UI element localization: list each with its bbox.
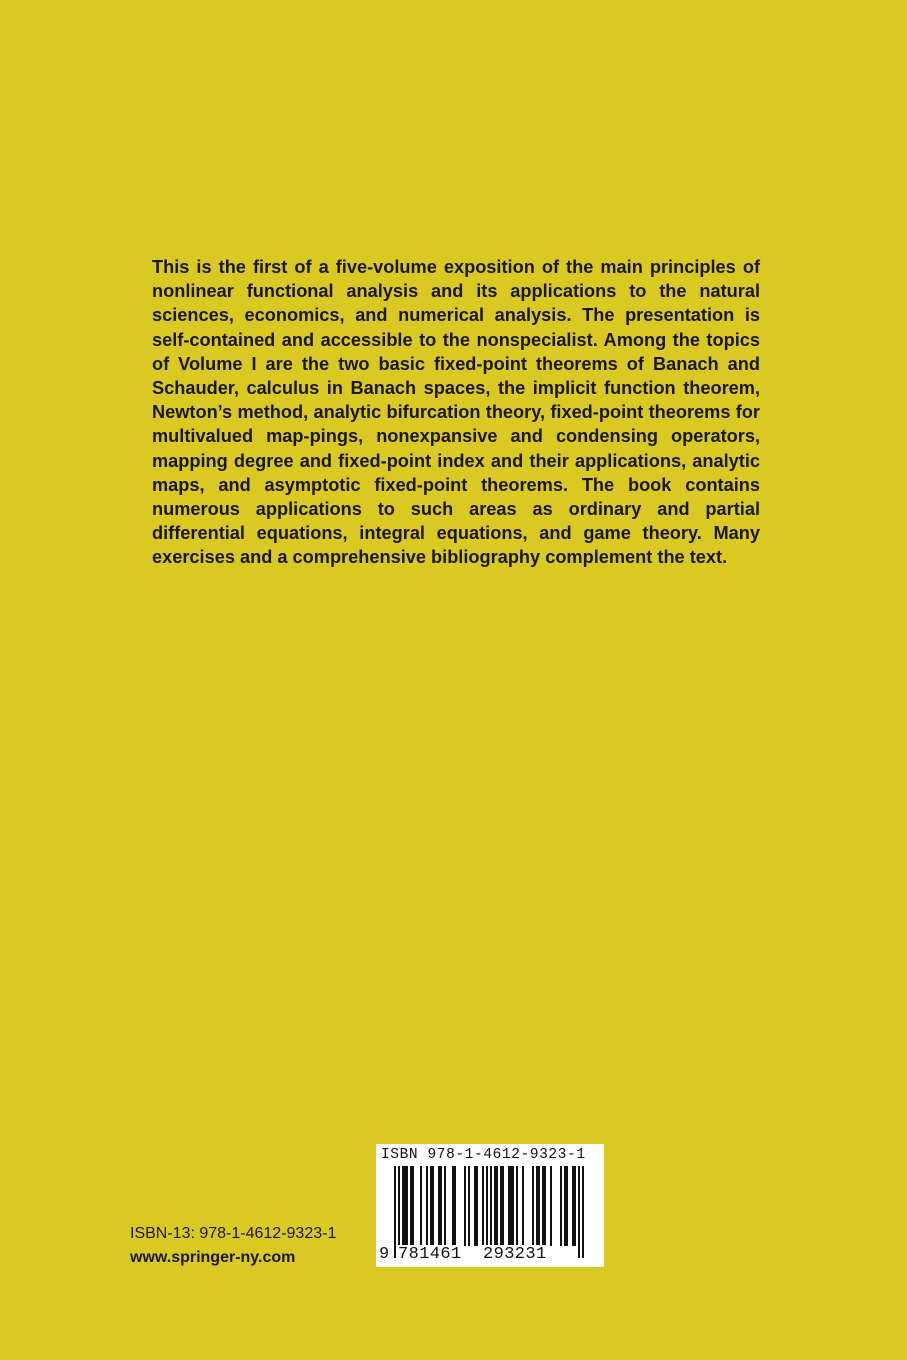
barcode-isbn-text: ISBN 978-1-4612-9323-1 (381, 1147, 586, 1163)
barcode-bar (438, 1166, 440, 1246)
barcode-bar (468, 1166, 470, 1246)
barcode-bar (406, 1166, 408, 1246)
barcode-bar (454, 1166, 456, 1246)
barcode-bar (564, 1166, 566, 1246)
barcode-bar (532, 1166, 534, 1246)
barcode-right-digits: 293231 (483, 1245, 547, 1264)
barcode-bar (410, 1166, 412, 1246)
barcode-left-digits: 781461 (398, 1245, 462, 1264)
barcode-bar (394, 1166, 396, 1258)
publisher-website: www.springer-ny.com (130, 1249, 296, 1266)
barcode-bar (500, 1166, 502, 1246)
barcode-bar (426, 1166, 428, 1246)
barcode-bar (508, 1166, 510, 1246)
barcode-bar (482, 1166, 484, 1246)
barcode-bar (522, 1166, 524, 1246)
barcode-bar (512, 1166, 514, 1246)
barcode-bar (560, 1166, 562, 1246)
barcode-bar (452, 1166, 454, 1246)
barcode-bar (404, 1166, 406, 1246)
barcode-bar (542, 1166, 544, 1246)
barcode-bar (550, 1166, 552, 1246)
barcode-bar (496, 1166, 498, 1246)
barcode-bar (430, 1166, 432, 1246)
barcode-first-digit: 9 (379, 1245, 390, 1264)
barcode-bar (574, 1166, 576, 1246)
barcode-bar (494, 1166, 496, 1246)
barcode-bar (538, 1166, 540, 1246)
barcode-bar (474, 1166, 476, 1246)
barcode-bar (566, 1166, 568, 1246)
barcode-bar (536, 1166, 538, 1246)
barcode-bar (402, 1166, 404, 1246)
barcode-bar (502, 1166, 504, 1246)
barcode-bar (476, 1166, 478, 1246)
barcode-bar (440, 1166, 442, 1246)
barcode-bar (510, 1166, 512, 1246)
barcode-bar (432, 1166, 434, 1246)
barcode-bar (464, 1166, 466, 1246)
isbn-barcode (376, 1144, 604, 1267)
barcode-bar (420, 1166, 422, 1246)
barcode-bar (578, 1166, 580, 1258)
barcode-bar (572, 1166, 574, 1246)
isbn13-label: ISBN-13: 978-1-4612-9323-1 (130, 1225, 337, 1242)
barcode-bar (444, 1166, 446, 1246)
back-cover-blurb: This is the first of a five-volume exposition of the main principles of nonlinear functional analysis and its applications to the natural sciences, economics, and numerical analysis. The presentation is self-contained and accessible to the nonspecialist. Among the topics of Volume I are the two basic fixed-point theorems of Banach and Schauder, calculus in Banach spaces, the implicit function theorem, Newton’s method, analytic bifurcation theory, fixed-point theorems for multivalued map-pings, nonexpansive and condensing operators, mapping degree and fixed-point index and their applications, analytic maps, and asymptotic fixed-point theorems. The book contains numerous applications to such areas as ordinary and partial differential equations, integral equations, and game theory. Many exercises and a comprehensive bibliography complement the text. (152, 257, 760, 568)
barcode-bar (516, 1166, 518, 1246)
barcode-bar (544, 1166, 546, 1246)
barcode-bar (412, 1166, 414, 1246)
barcode-bar (582, 1166, 584, 1258)
